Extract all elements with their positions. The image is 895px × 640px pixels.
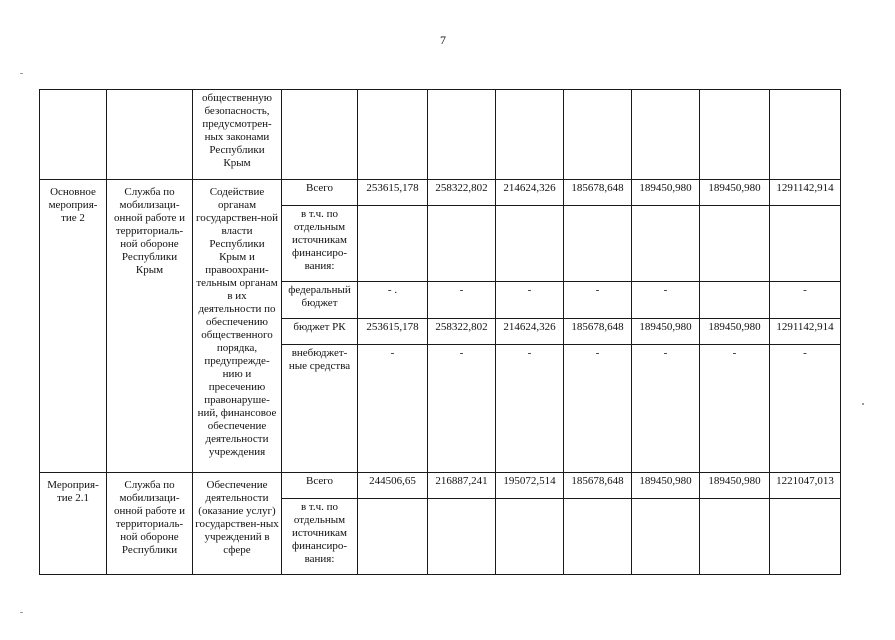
value-cell: - <box>564 282 632 319</box>
value-cell: 189450,980 <box>700 180 770 206</box>
scan-mark <box>20 612 23 613</box>
value-cell: 214624,326 <box>496 319 564 345</box>
value-cell <box>358 90 428 180</box>
value-cell <box>632 499 700 575</box>
value-cell <box>700 499 770 575</box>
value-cell: - <box>428 282 496 319</box>
value-cell <box>564 499 632 575</box>
value-cell: 185678,648 <box>564 319 632 345</box>
value-cell <box>496 206 564 282</box>
value-cell: 216887,241 <box>428 473 496 499</box>
table-row <box>40 180 841 206</box>
executor-cell: Служба по мобилизаци-онной работе и территориаль-ной обороне Республики Крым <box>107 180 193 473</box>
source-label-cell: бюджет РК <box>282 319 358 345</box>
value-cell <box>358 206 428 282</box>
value-cell: 253615,178 <box>358 180 428 206</box>
value-cell <box>770 206 841 282</box>
table-row <box>40 90 841 180</box>
value-cell: 195072,514 <box>496 473 564 499</box>
executor-cell <box>107 90 193 180</box>
value-cell: 189450,980 <box>632 319 700 345</box>
table-row <box>40 473 841 499</box>
value-cell: 1291142,914 <box>770 180 841 206</box>
value-cell: - . <box>358 282 428 319</box>
source-label-cell: Всего <box>282 473 358 499</box>
scan-mark <box>862 403 864 405</box>
value-cell: 1221047,013 <box>770 473 841 499</box>
value-cell: 258322,802 <box>428 180 496 206</box>
source-label-cell: в т.ч. по отдельным источникам финансиро-вания: <box>282 499 358 575</box>
description-cell: Обеспечение деятельности (оказание услуг) государствен-ных учреждений в сфере <box>193 473 282 575</box>
value-cell: - <box>632 345 700 473</box>
executor-cell: Служба по мобилизаци-онной работе и территориаль-ной обороне Республики <box>107 473 193 575</box>
value-cell: - <box>496 345 564 473</box>
activity-name-cell <box>40 90 107 180</box>
value-cell: 244506,65 <box>358 473 428 499</box>
value-cell <box>700 206 770 282</box>
value-cell: 185678,648 <box>564 473 632 499</box>
value-cell <box>428 206 496 282</box>
value-cell <box>496 90 564 180</box>
activity-name-cell: Основное мероприя-тие 2 <box>40 180 107 473</box>
source-label-cell <box>282 90 358 180</box>
description-cell: общественную безопасность, предусмотрен-ных законами Республики Крым <box>193 90 282 180</box>
value-cell: 185678,648 <box>564 180 632 206</box>
value-cell: 214624,326 <box>496 180 564 206</box>
value-cell <box>428 499 496 575</box>
value-cell <box>564 90 632 180</box>
value-cell: 189450,980 <box>632 473 700 499</box>
value-cell: - <box>496 282 564 319</box>
description-cell: Содействие органам государствен-ной власти Республики Крым и правоохрани-тельным органам в их деятельности по обеспечению общественного порядка, предупрежде-нию и пресечению правонаруше-ний, финансовое обеспечение деятельности учреждения <box>193 180 282 473</box>
activity-name-cell: Мероприя-тие 2.1 <box>40 473 107 575</box>
scan-mark <box>20 73 23 74</box>
value-cell <box>358 499 428 575</box>
value-cell <box>700 282 770 319</box>
value-cell <box>770 499 841 575</box>
value-cell: 189450,980 <box>700 319 770 345</box>
source-label-cell: федеральный бюджет <box>282 282 358 319</box>
value-cell <box>428 90 496 180</box>
value-cell: 189450,980 <box>700 473 770 499</box>
source-label-cell: в т.ч. по отдельным источникам финансиро-вания: <box>282 206 358 282</box>
source-label-cell: Всего <box>282 180 358 206</box>
value-cell <box>770 90 841 180</box>
value-cell: - <box>564 345 632 473</box>
value-cell <box>496 499 564 575</box>
value-cell: 189450,980 <box>632 180 700 206</box>
value-cell <box>632 90 700 180</box>
value-cell: 258322,802 <box>428 319 496 345</box>
value-cell <box>564 206 632 282</box>
value-cell: - <box>632 282 700 319</box>
value-cell: - <box>358 345 428 473</box>
value-cell: - <box>770 345 841 473</box>
value-cell <box>632 206 700 282</box>
value-cell: 1291142,914 <box>770 319 841 345</box>
value-cell: 253615,178 <box>358 319 428 345</box>
value-cell: - <box>700 345 770 473</box>
value-cell: - <box>428 345 496 473</box>
value-cell <box>700 90 770 180</box>
budget-table <box>39 89 841 575</box>
source-label-cell: внебюджет-ные средства <box>282 345 358 473</box>
value-cell: - <box>770 282 841 319</box>
page-number: 7 <box>440 33 446 47</box>
